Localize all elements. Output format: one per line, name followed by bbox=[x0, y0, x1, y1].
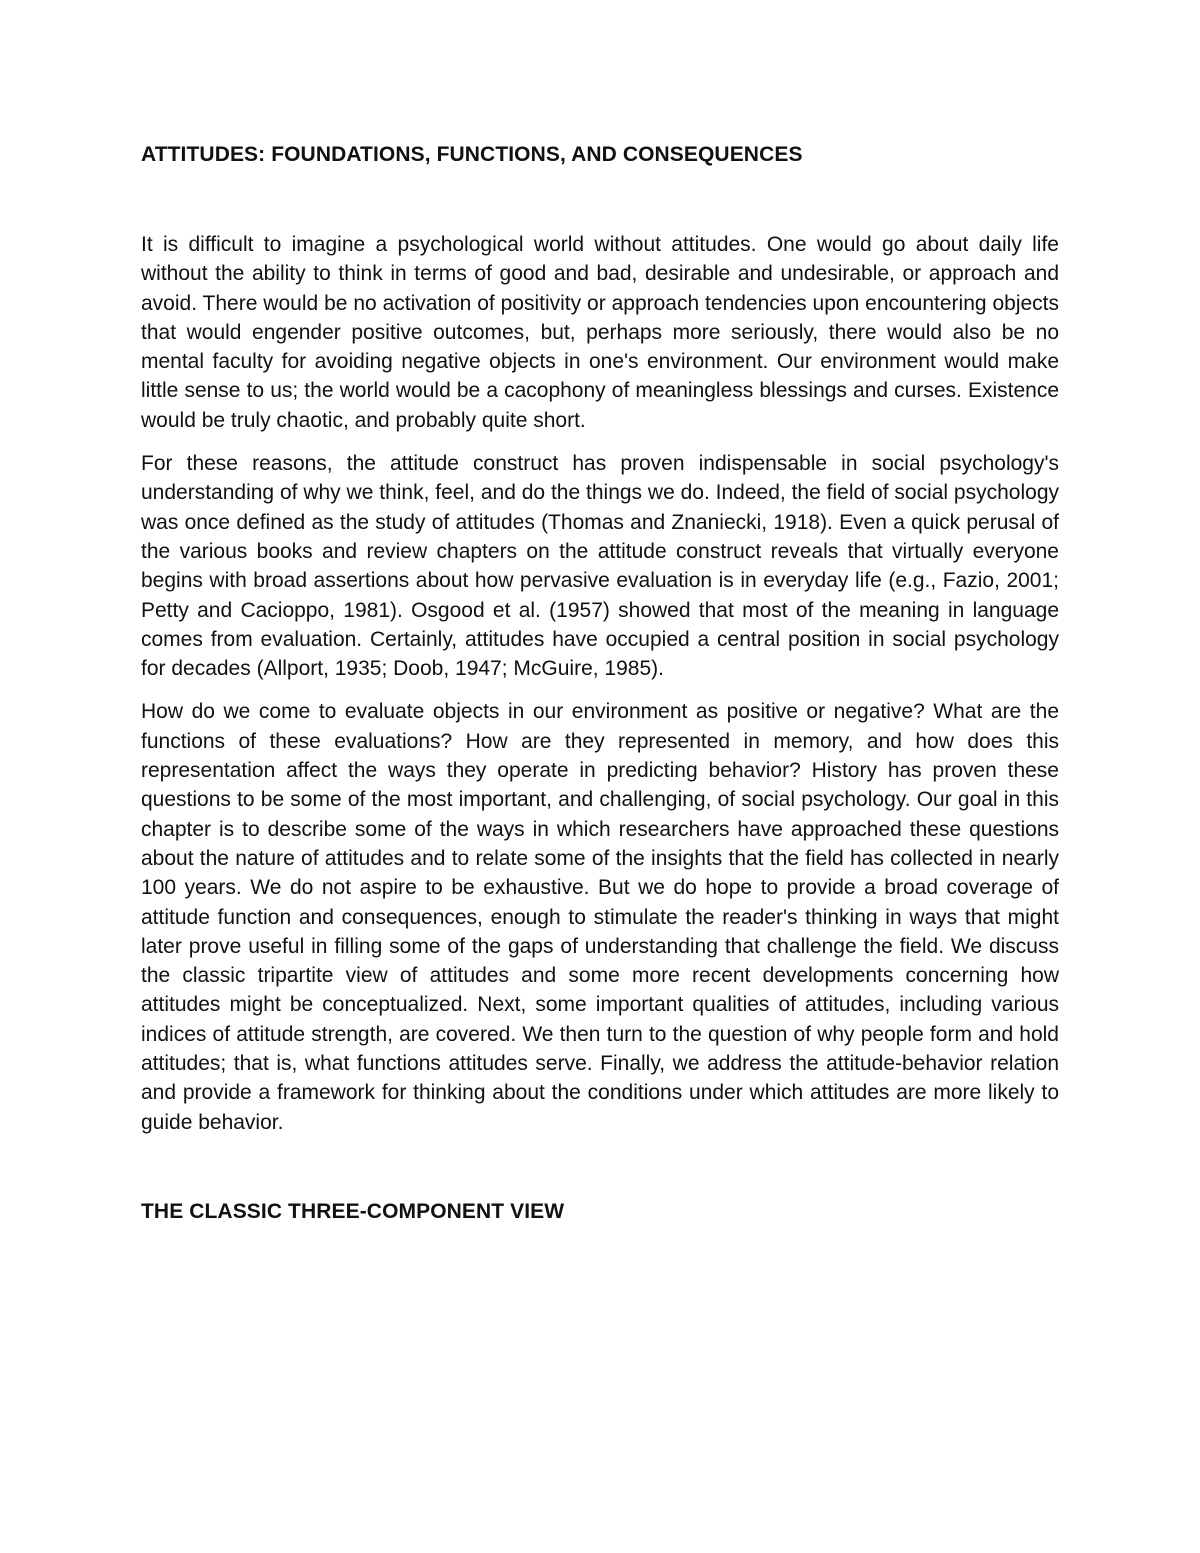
paragraph-questions: How do we come to evaluate objects in our environment as positive or negative? What are the functions of these evaluations? How are they represented in memory, and how does this representation affect the ways they operate in predicting behavior? History has proven these questions to be some of the most important, and challenging, of social psychology. Our goal in this chapter is to describe some of the ways in which researchers have approached these questions about the nature of attitudes and to relate some of the insights that the field has collected in nearly 100 years. We do not aspire to be exhaustive. But we do hope to provide a broad coverage of attitude function and consequences, enough to stimulate the reader's thinking in ways that might later prove useful in filling some of the gaps of understanding that challenge the field. We discuss the classic tripartite view of attitudes and some more recent developments concerning how attitudes might be conceptualized. Next, some important qualities of attitudes, including various indices of attitude strength, are covered. We then turn to the question of why people form and hold attitudes; that is, what functions attitudes serve. Finally, we address the attitude-behavior relation and provide a framework for thinking about the conditions under which attitudes are more likely to guide behavior. bbox=[141, 700, 1059, 1134]
paragraph-intro: It is difficult to imagine a psychological world without attitudes. One would go about daily life without the ability to think in terms of good and bad, desirable and undesirable, or approach and avoid. There would be no activation of positivity or approach tendencies upon encountering objects that would engender positive outcomes, but, perhaps more seriously, there would also be no mental faculty for avoiding negative objects in one's environment. Our environment would make little sense to us; the world would be a cacophony of meaningless blessings and curses. Existence would be truly chaotic, and probably quite short. bbox=[141, 233, 1059, 432]
section-heading: THE CLASSIC THREE-COMPONENT VIEW bbox=[141, 1199, 565, 1223]
paragraph-reasons: For these reasons, the attitude construct has proven indispensable in social psychology's understanding of why we think, feel, and do the things we do. Indeed, the field of social psychology was once defined as the study of attitudes (Thomas and Znaniecki, 1918). Even a quick perusal of the various books and review chapters on the attitude construct reveals that virtually everyone begins with broad assertions about how pervasive evaluation is in everyday life (e.g., Fazio, 2001; Petty and Cacioppo, 1981). Osgood et al. (1957) showed that most of the meaning in language comes from evaluation. Certainly, attitudes have occupied a central position in social psychology for decades (Allport, 1935; Doob, 1947; McGuire, 1985). bbox=[141, 452, 1059, 681]
document-page bbox=[141, 140, 1059, 1227]
document-title: ATTITUDES: FOUNDATIONS, FUNCTIONS, AND CONSEQUENCES bbox=[141, 143, 803, 166]
